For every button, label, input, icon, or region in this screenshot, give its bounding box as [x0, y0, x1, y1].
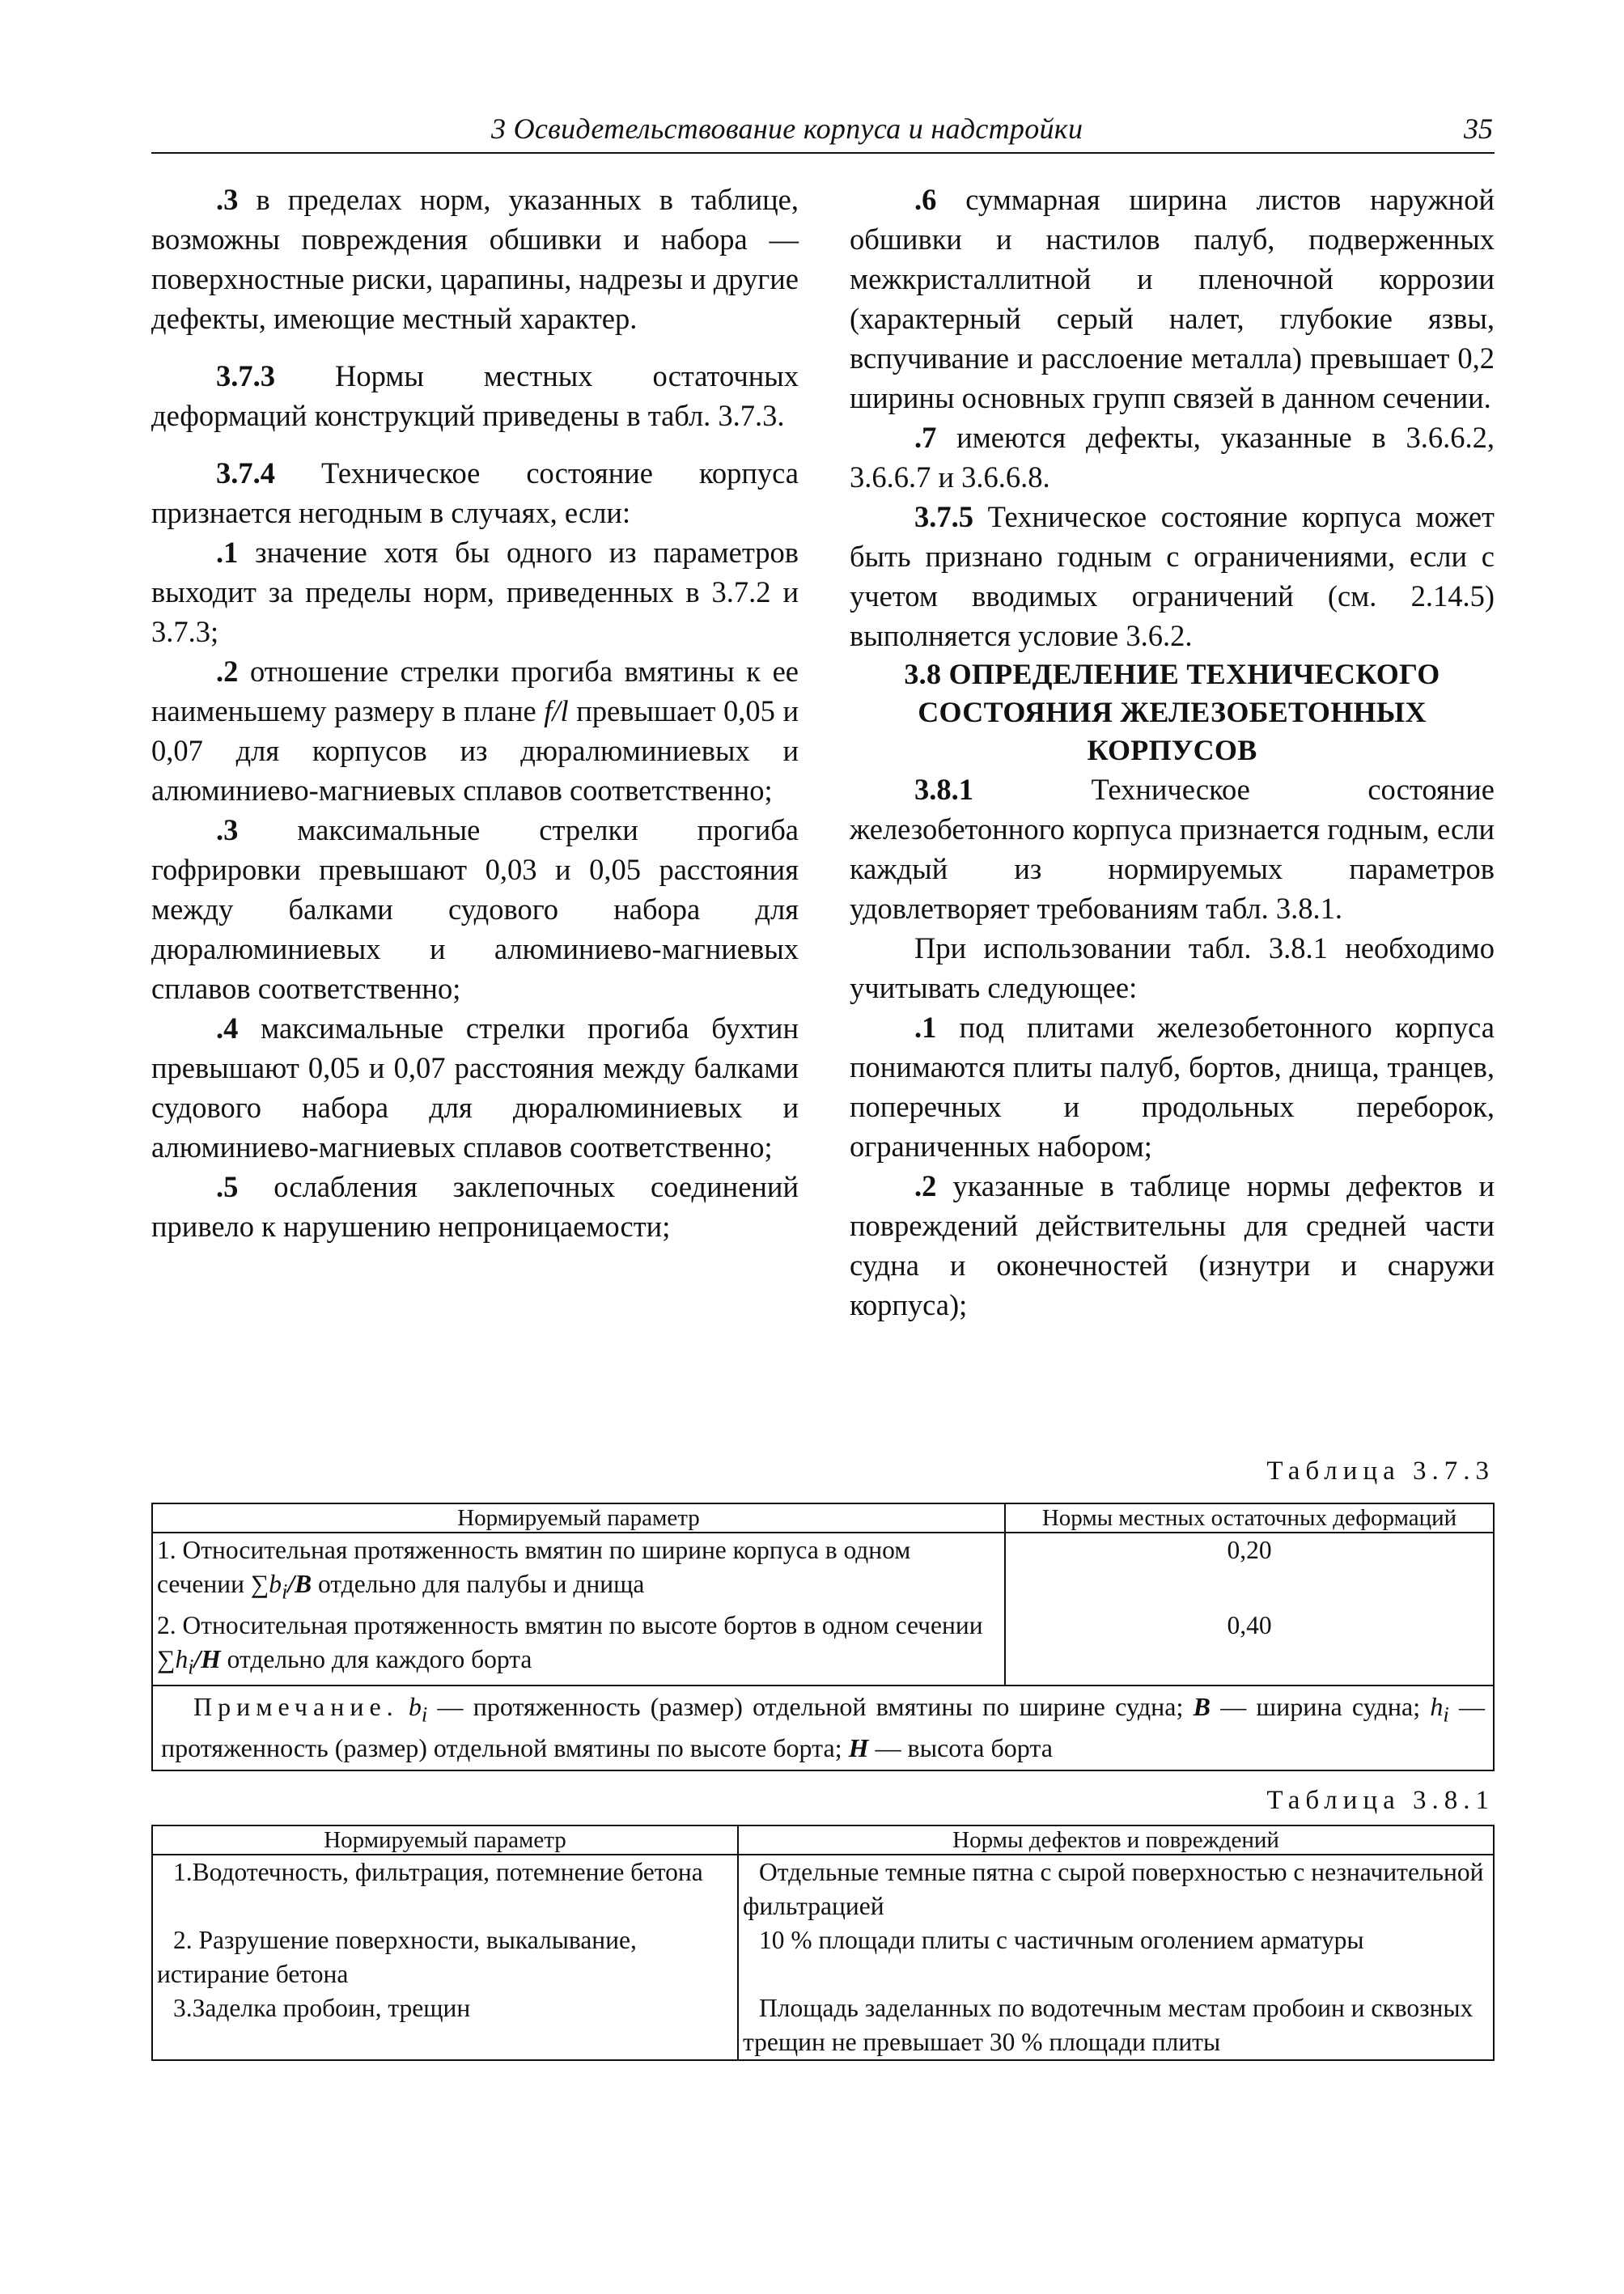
paragraph-text: значение хотя бы одного из параметров выходит за пределы норм, приведенных в 3.7.2 и 3.7.3; [151, 536, 799, 648]
right-column [850, 180, 1495, 1325]
table-caption: Таблица 3.7.3 [1266, 1457, 1495, 1486]
running-header [151, 110, 1495, 154]
item-number: .5 [216, 1170, 239, 1203]
paragraph-text: максимальные стрелки прогиба бухтин превышают 0,05 и 0,07 расстояния между балками судового набора для дюралюминиевых и алюминиево-магниевых сплавов соответственно; [151, 1011, 799, 1164]
clause-number: 3.7.3 [216, 359, 275, 392]
item-number: .6 [914, 183, 937, 216]
table-note [152, 1686, 1494, 1770]
paragraph-text: Техническое состояние корпуса может быть признано годным с ограничениями, если с учетом вводимых ограничений (см. 2.14.5) выполняется условие 3.6.2. [850, 500, 1495, 652]
paragraph [850, 180, 1495, 418]
table-header-row [152, 1825, 1494, 1855]
note-label: Примечание. [193, 1691, 399, 1721]
paragraph [850, 1166, 1495, 1325]
paragraph [850, 497, 1495, 655]
paragraph [151, 453, 799, 532]
column-header: Нормы дефектов и повреждений [738, 1825, 1494, 1855]
value-cell: 0,20 [1005, 1533, 1494, 1609]
table-row [152, 1923, 1494, 1991]
paragraph-text: суммарная ширина листов наружной обшивки и настилов палуб, подверженных межкристаллитной и пленочной коррозии (характерный серый налет, глубокие язвы, вспучивание и расслоение металла) превышает 0,2 ширины основных групп связей в данном сечении. [850, 183, 1495, 414]
table-caption: Таблица 3.8.1 [1266, 1786, 1495, 1815]
table-row [152, 1855, 1494, 1923]
symbol-subscript: i [1443, 1701, 1449, 1726]
paragraph [850, 770, 1495, 928]
table-3-7-3 [151, 1503, 1495, 1771]
paragraph-text: При использовании табл. 3.8.1 необходимо учитывать следующее: [850, 931, 1495, 1004]
item-number: .4 [216, 1011, 239, 1045]
symbol: b [408, 1691, 422, 1721]
param-cell: 3.Заделка пробоин, трещин [152, 1991, 738, 2060]
norm-cell: Отдельные темные пятна с сырой поверхностью с незначительной фильтрацией [738, 1855, 1494, 1923]
table-row [152, 1533, 1494, 1609]
item-number: .7 [914, 421, 937, 454]
cell-text: 1. Относительная протяженность вмятин по ширине корпуса в одном сечении [157, 1536, 911, 1598]
paragraph-text: максимальные стрелки прогиба гофрировки превышают 0,03 и 0,05 расстояния между балками судового набора для дюралюминиевых и алюминиево-магниевых сплавов соответственно; [151, 813, 799, 1005]
formula-part: /B [287, 1570, 312, 1598]
formula-part: ∑b [250, 1570, 282, 1598]
section-heading: 3.8 ОПРЕДЕЛЕНИЕ ТЕХНИЧЕСКОГО СОСТОЯНИЯ ЖЕЛЕЗОБЕТОННЫХ КОРПУСОВ [904, 658, 1440, 766]
page-number: 35 [1464, 112, 1493, 145]
paragraph-text: в пределах норм, указанных в таблице, возможны повреждения обшивки и набора — поверхностные риски, царапины, надрезы и другие дефекты, имеющие местный характер. [151, 183, 799, 335]
paragraph-text: Техническое состояние железобетонного корпуса признается годным, если каждый из нормируемых параметров удовлетворяет требованиям табл. 3.8.1. [850, 773, 1495, 925]
paragraph [151, 810, 799, 1008]
note-text: — высота борта [868, 1732, 1053, 1762]
paragraph [151, 532, 799, 651]
note-text: — протяженность (размер) отдельной вмятины по ширине судна; [427, 1691, 1194, 1721]
param-cell: 2. Разрушение поверхности, выкалывание, истирание бетона [152, 1923, 738, 1991]
paragraph-text: Нормы местных остаточных деформаций конструкций приведены в табл. 3.7.3. [151, 359, 799, 432]
paragraph [850, 928, 1495, 1007]
paragraph-text: ослабления заклепочных соединений привело к нарушению непроницаемости; [151, 1170, 799, 1243]
value-cell: 0,40 [1005, 1609, 1494, 1685]
symbol: B [1193, 1691, 1211, 1721]
symbol: H [848, 1732, 869, 1762]
item-number: .2 [216, 655, 239, 688]
paragraph [151, 356, 799, 435]
paragraph [850, 418, 1495, 497]
table-header-row [152, 1503, 1494, 1533]
formula [157, 1645, 221, 1679]
table-3-8-1 [151, 1825, 1495, 2061]
param-cell [152, 1533, 1005, 1609]
column-header: Нормируемый параметр [152, 1503, 1005, 1533]
param-cell: 1.Водотечность, фильтрация, потемнение бетона [152, 1855, 738, 1923]
paragraph [151, 651, 799, 810]
item-number: .2 [914, 1169, 937, 1202]
symbol: h [1430, 1691, 1444, 1721]
cell-text: 2. Относительная протяженность вмятин по высоте бортов в одном сечении [157, 1611, 983, 1640]
paragraph-text: имеются дефекты, указанные в 3.6.6.2, 3.6.6.7 и 3.6.6.8. [850, 421, 1495, 494]
table-note-row [152, 1686, 1494, 1770]
formula-subscript: i [188, 1655, 194, 1679]
clause-number: 3.8.1 [914, 773, 973, 806]
paragraph-text: под плитами железобетонного корпуса понимаются плиты палуб, бортов, днища, транцев, поперечных и продольных переборок, ограниченных набором; [850, 1011, 1495, 1163]
formula-subscript: i [282, 1580, 288, 1604]
norm-cell: 10 % площади плиты с частичным оголением арматуры [738, 1923, 1494, 1991]
column-header: Нормы местных остаточных деформаций [1005, 1503, 1494, 1533]
formula-part: /H [193, 1645, 221, 1674]
formula-part: ∑h [157, 1645, 189, 1674]
cell-text: отдельно для палубы и днища [312, 1570, 645, 1598]
paragraph-text: указанные в таблице нормы дефектов и повреждений действительны для средней части судна и оконечностей (изнутри и снаружи корпуса); [850, 1169, 1495, 1321]
note-text: — ширина судна; [1210, 1691, 1431, 1721]
item-number: .3 [216, 813, 239, 846]
table-row [152, 1991, 1494, 2060]
item-number: .1 [914, 1011, 937, 1044]
paragraph [151, 1167, 799, 1246]
item-number: .3 [216, 183, 239, 216]
symbol-subscript: i [421, 1701, 428, 1726]
formula: f/l [544, 694, 569, 727]
cell-text: отдельно для каждого борта [220, 1645, 532, 1674]
paragraph-text: превышает 0,05 и 0,07 для корпусов из дюралюминиевых и алюминиево-магниевых сплавов соответственно; [151, 694, 799, 807]
item-number: .1 [216, 536, 239, 569]
table-row [152, 1609, 1494, 1685]
paragraph-text: отношение стрелки прогиба вмятины к ее наименьшему размеру в плане [151, 655, 799, 727]
paragraph-text: Техническое состояние корпуса признается негодным в случаях, если: [151, 456, 799, 529]
norm-cell: Площадь заделанных по водотечным местам пробоин и сквозных трещин не превышает 30 % площади плиты [738, 1991, 1494, 2060]
left-column [151, 180, 799, 1246]
param-cell [152, 1609, 1005, 1685]
note-text: — протяженность (размер) отдельной вмятины по высоте борта; [161, 1691, 1486, 1762]
formula [250, 1570, 312, 1604]
paragraph [151, 1008, 799, 1167]
clause-number: 3.7.4 [216, 456, 275, 490]
header-title: 3 Освидетельствование корпуса и надстройки [491, 112, 1083, 145]
column-header: Нормируемый параметр [152, 1825, 738, 1855]
paragraph [850, 1007, 1495, 1166]
clause-number: 3.7.5 [914, 500, 973, 533]
paragraph [151, 180, 799, 338]
